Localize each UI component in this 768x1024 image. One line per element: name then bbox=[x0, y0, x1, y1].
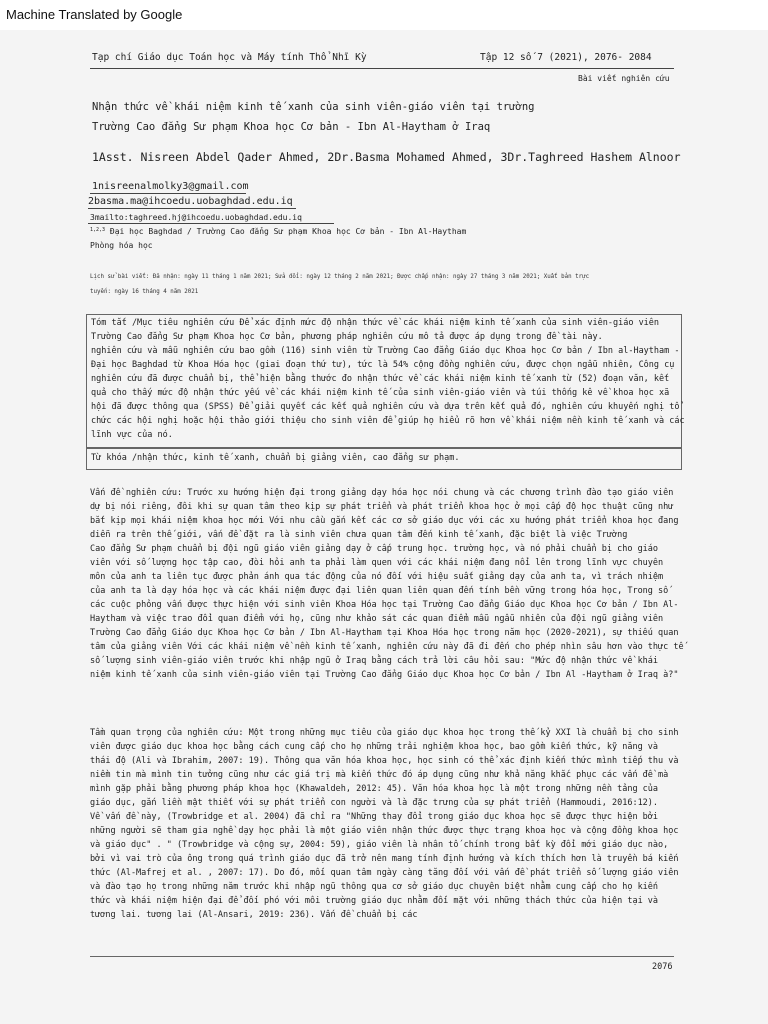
abstract-box bbox=[86, 314, 685, 448]
affiliation-superscript: 1,2,3 bbox=[90, 227, 106, 233]
affiliation-line-2: Phòng hóa học bbox=[90, 241, 153, 250]
email-2-underline bbox=[88, 208, 296, 209]
problem-line: các cuộc phỏng vấn được thực hiện với sinh viên Khoa Hóa học tại Trường Cao đẳng Giáo dục Khoa học Cơ bản / Ibn Al- bbox=[90, 600, 679, 610]
problem-line: của anh ta là dạy hóa học và các khái niệm được đại liên quan liên quan đến tính bền vững trong hóa học, Trong số bbox=[90, 586, 669, 596]
abstract-text bbox=[91, 316, 685, 442]
importance-line: giáo dục, gắn liền mật thiết với sự phát triển con người và là đặc trưng của sự phát triển (Hammoudi, 2016:12). bbox=[90, 798, 659, 808]
importance-line: thức và khái niệm hiện đại để đối phó với môi trường giáo dục nhằm đối mặt với những thách thức của hiện tại và bbox=[90, 896, 659, 906]
problem-line: diễn ra trên thế giới, vấn đề đặt ra là sinh viên chưa quan tâm đến kinh tế xanh, đặc biệt là việc Trường bbox=[90, 530, 628, 540]
importance-line: viên được giáo dục khoa học bằng cách cung cấp cho họ những trải nghiệm khoa học, bao gồm kiến thức, kỹ năng và bbox=[90, 742, 659, 752]
article-history-line-1: Lịch sử bài viết: Đã nhận: ngày 11 tháng 1 năm 2021; Sửa đổi: ngày 12 tháng 2 năm 2021; Được chấp nhận: ngày 27 tháng 3 năm 2021; Xuất bản trực bbox=[90, 274, 590, 280]
problem-line: Trường Cao đẳng Giáo dục Khoa học Cơ bản / Ibn Al-Haytham tại Khoa Hóa học trong năm học (2020-2021), sự thiếu quan bbox=[90, 628, 679, 638]
email-2[interactable]: 2basma.ma@ihcoedu.uobaghdad.edu.iq bbox=[88, 196, 293, 207]
abstract-line: Trường Cao đẳng Sư phạm Khoa học Cơ bản, phương pháp nghiên cứu mô tả được áp dụng trong đề tài này. bbox=[91, 332, 603, 342]
problem-line: niệm kinh tế xanh của sinh viên-giáo viên tại Trường Cao đẳng Giáo dục Khoa học Cơ bản / Ibn Al -Haytham ở Iraq à?" bbox=[90, 670, 679, 680]
translation-banner bbox=[0, 0, 768, 30]
journal-name: Tạp chí Giáo dục Toán học và Máy tính Thổ Nhĩ Kỳ bbox=[92, 52, 367, 63]
problem-line: viên với số lượng học tập cao, đòi hỏi anh ta phải làm quen với các khái niệm đang nổi lên trong lĩnh vực chuyên bbox=[90, 558, 664, 568]
abstract-line: nghiên cứu đã được chuẩn bị, thể hiện bằng thước đo nhận thức về các khái niệm kinh tế xanh từ (52) đoạn văn, kết bbox=[91, 374, 670, 384]
email-3-underline bbox=[88, 223, 334, 224]
page-number: 2076 bbox=[652, 962, 673, 972]
importance-line: tương lai. tương lai (Al-Ansari, 2019: 236). Vấn đề chuẩn bị các bbox=[90, 910, 418, 920]
banner-text: Machine Translated by Google bbox=[6, 7, 183, 22]
abstract-line: Đại học Baghdad từ Khoa Hóa học (giai đoạn thứ tư), tức là 54% cộng đồng nghiên cứu, được chọn ngẫu nhiên, Công cụ bbox=[91, 360, 675, 370]
article-type: Bài viết nghiên cứu bbox=[578, 74, 670, 83]
problem-line: dự bị nói riêng, đôi khi sự quan tâm theo kịp sự phát triển và phát triển khoa học ở mọi cấp độ học thuật cũng như bbox=[90, 502, 674, 512]
abstract-line: lĩnh vực của nó. bbox=[91, 430, 173, 440]
abstract-line: hội đã được thông qua (SPSS) Để giải quyết các kết quả nghiên cứu và dựa trên kết quả đó, nghiên cứu khuyến nghị tổ bbox=[91, 402, 680, 412]
problem-line: Vấn đề nghiên cứu: Trước xu hướng hiện đại trong giảng dạy hóa học nói chung và các chương trình đào tạo giáo viên bbox=[90, 488, 674, 498]
authors: 1Asst. Nisreen Abdel Qader Ahmed, 2Dr.Basma Mohamed Ahmed, 3Dr.Taghreed Hashem Alnoor bbox=[92, 150, 681, 164]
email-1[interactable]: 1nisreenalmolky3@gmail.com bbox=[92, 181, 249, 192]
problem-line: Haytham và việc trao đổi quan điểm với họ, cũng như khảo sát các quan điểm mẫu ngẫu nhiên của đội ngũ giảng viên bbox=[90, 614, 664, 624]
abstract-line: nghiên cứu và mẫu nghiên cứu bao gồm (116) sinh viên từ Trường Cao đẳng Giáo dục Khoa học Cơ bản / Ibn al-Haytham - bbox=[91, 346, 680, 356]
affiliation-text: Đại học Baghdad / Trường Cao đẳng Sư phạm Khoa học Cơ bản - Ibn Al-Haytham bbox=[109, 227, 467, 236]
footer-rule bbox=[90, 956, 674, 957]
importance-line: và đào tạo họ trong những năm trước khi nhập ngũ thông qua cơ sở giáo dục chuyên biệt nhằm cung cấp cho họ kiến bbox=[90, 882, 659, 892]
problem-line: bắt kịp mọi khái niệm khoa học mới Với nhu cầu gắn kết các cơ sở giáo dục với các xu hướng phát triển khoa học đang bbox=[90, 516, 679, 526]
problem-line: số lượng sinh viên-giáo viên trước khi nhập ngũ ở Iraq bằng cách trả lời câu hỏi sau: "Mức độ nhận thức về khái bbox=[90, 656, 659, 666]
importance-line: những người sẽ tham gia nghề dạy học phải là một giáo viên nhận thức được thực trạng khoa học và cộng đồng khoa học bbox=[90, 826, 679, 836]
email-3[interactable]: 3mailto:taghreed.hj@ihcoedu.uobaghdad.edu.iq bbox=[90, 213, 302, 222]
abstract-line: quả cho thấy mức độ nhận thức yếu về các khái niệm kinh tế của sinh viên-giáo viên và túi thống kê về khoa học xã bbox=[91, 388, 670, 398]
problem-line: môn của anh ta liên tục được phản ánh qua tác động của nó đối với hiệu suất giảng dạy của anh ta, vì trách nhiệm bbox=[90, 572, 664, 582]
importance-line: thái độ (Ali và Ibrahim, 2007: 19). Thông qua văn hóa khoa học, học sinh có thể xác định kiến thức mình tiếp thu và bbox=[90, 756, 679, 766]
importance-line: thức (Al-Mafrej et al. , 2007: 17). Do đó, mối quan tâm ngày càng tăng đối với vấn đề phát triển số lượng giáo viên bbox=[90, 868, 679, 878]
article-history-line-2: tuyến: ngày 16 tháng 4 năm 2021 bbox=[90, 289, 199, 295]
keywords-box bbox=[86, 448, 682, 470]
abstract-line: Tóm tắt /Mục tiêu nghiên cứu Để xác định mức độ nhận thức về các khái niệm kinh tế xanh của sinh viên-giáo viên bbox=[91, 318, 660, 328]
importance-line: và giáo dục" . " (Trowbridge và cộng sự, 2004: 59), giáo viên là nhân tố chính trong bất kỳ đổi mới giáo dục nào, bbox=[90, 840, 669, 850]
problem-line: Cao đẳng Sư phạm chuẩn bị đội ngũ giáo viên giảng dạy ở cấp trung học. trường học, và nó phải chuẩn bị cho giáo bbox=[90, 544, 659, 554]
document-page bbox=[0, 30, 768, 1024]
keywords: Từ khóa /nhận thức, kinh tế xanh, chuẩn bị giảng viên, cao đẳng sư phạm. bbox=[91, 453, 460, 463]
abstract-line: chức các hội nghị hoặc hội thảo giới thiệu cho sinh viên để giúp họ hiểu rõ hơn về khái niệm nền kinh tế xanh và các bbox=[91, 416, 685, 426]
problem-line: tâm của giảng viên Với các khái niệm về nền kinh tế xanh, nghiên cứu này đã đi đến cho phép nhìn sâu hơn vào thực tế bbox=[90, 642, 684, 652]
importance-line: bởi vì vai trò của ông trong quá trình giáo dục đã trở nên mang tính định hướng và kích thích hơn là truyền bá kiến bbox=[90, 854, 679, 864]
header-rule bbox=[90, 68, 674, 69]
importance-line: mình gặp phải bằng phương pháp khoa học (Khawaldeh, 2012: 45). Văn hóa khoa học là một trong những nền tảng của bbox=[90, 784, 659, 794]
research-problem-text bbox=[90, 486, 684, 682]
title-line-1: Nhận thức về khái niệm kinh tế xanh của sinh viên-giáo viên tại trường bbox=[92, 101, 535, 113]
affiliation-line-1 bbox=[90, 227, 466, 236]
importance-line: Tầm quan trọng của nghiên cứu: Một trong những mục tiêu của giáo dục khoa học trong thế kỷ XXI là chuẩn bị cho sinh bbox=[90, 728, 679, 738]
importance-line: niềm tin mà mình tin tưởng cũng như các giá trị mà kiến thức đó áp dụng cũng như khả năng khắc phục các vấn đề mà bbox=[90, 770, 669, 780]
title-line-2: Trường Cao đẳng Sư phạm Khoa học Cơ bản - Ibn Al-Haytham ở Iraq bbox=[92, 121, 491, 133]
research-importance-text bbox=[90, 726, 679, 922]
importance-line: Về vấn đề này, (Trowbridge et al. 2004) đã chỉ ra "Những thay đổi trong giáo dục khoa học sẽ được thực hiện bởi bbox=[90, 812, 659, 822]
email-1-underline bbox=[90, 193, 246, 194]
volume-info: Tập 12 số 7 (2021), 2076- 2084 bbox=[480, 52, 652, 63]
